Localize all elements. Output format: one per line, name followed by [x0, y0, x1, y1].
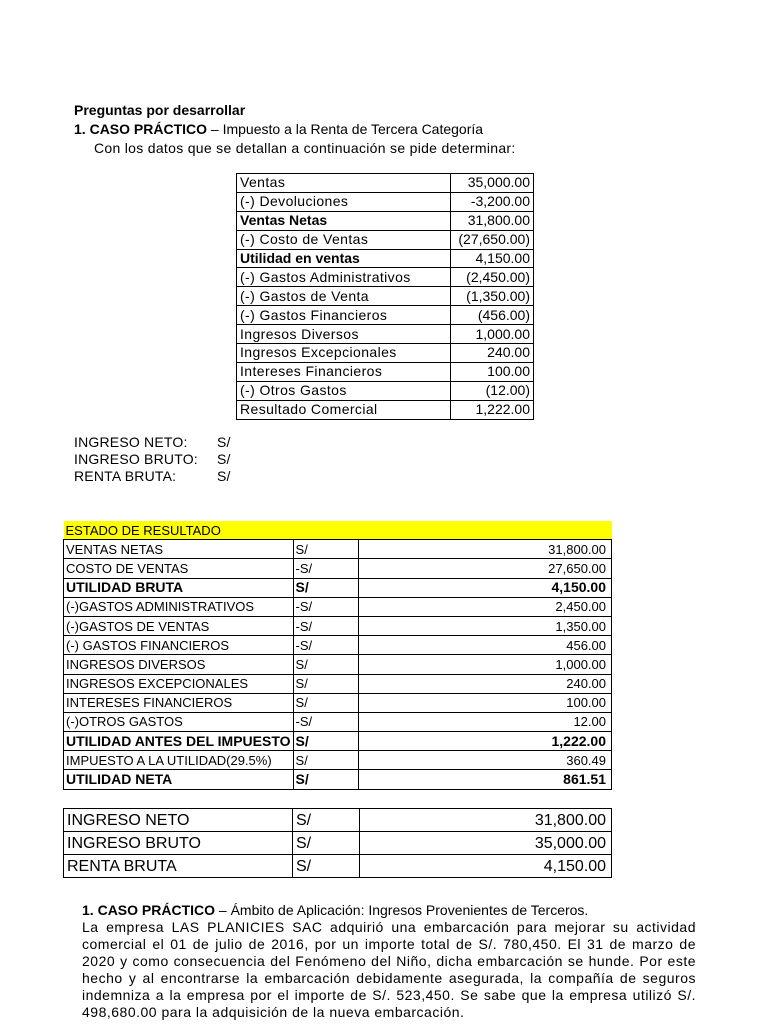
data-row-label: Intereses Financieros	[237, 362, 451, 381]
estado-row-currency: -S/	[293, 559, 358, 578]
estado-row-label: UTILIDAD ANTES DEL IMPUESTO	[64, 732, 294, 751]
data-row	[237, 211, 534, 230]
question-label: INGRESO NETO:	[74, 434, 188, 450]
data-row-label: (-) Gastos Financieros	[237, 306, 451, 325]
data-table	[236, 173, 534, 420]
estado-row-value: 4,150.00	[358, 578, 611, 597]
estado-row-label: UTILIDAD NETA	[64, 770, 294, 789]
estado-row-label: INGRESOS DIVERSOS	[64, 655, 294, 674]
estado-row-currency: S/	[293, 770, 358, 789]
estado-row-currency: S/	[293, 751, 358, 770]
data-row-value: (1,350.00)	[451, 287, 534, 306]
data-row	[237, 174, 534, 193]
question-label: RENTA BRUTA:	[74, 468, 177, 484]
estado-row-label: INGRESOS EXCEPCIONALES	[64, 674, 294, 693]
question-line	[74, 468, 231, 484]
data-row-value: 1,000.00	[451, 325, 534, 344]
estado-row-value: 861.51	[358, 770, 611, 789]
estado-row-currency: S/	[293, 540, 358, 559]
data-row-value: 100.00	[451, 362, 534, 381]
estado-row-currency: S/	[293, 693, 358, 712]
page-heading: Preguntas por desarrollar	[74, 102, 246, 118]
data-row	[237, 400, 534, 419]
data-row	[237, 192, 534, 211]
estado-row-value: 12.00	[358, 712, 611, 731]
estado-row	[64, 655, 612, 674]
estado-row-currency: S/	[293, 674, 358, 693]
estado-row-currency: -S/	[293, 597, 358, 616]
question-currency: S/	[217, 468, 231, 484]
answer-value: 4,150.00	[360, 855, 612, 878]
question-label: INGRESO BRUTO:	[74, 451, 198, 467]
case2-title-line	[82, 902, 696, 919]
estado-row	[64, 636, 612, 655]
estado-row-label: VENTAS NETAS	[64, 540, 294, 559]
estado-row	[64, 540, 612, 559]
case2-paragraph	[82, 902, 696, 1021]
data-row-value: 1,222.00	[451, 400, 534, 419]
answer-label: INGRESO BRUTO	[64, 832, 293, 855]
answer-value: 31,800.00	[360, 809, 612, 832]
data-row-value: 31,800.00	[451, 211, 534, 230]
answer-row	[64, 809, 612, 832]
case-label: CASO PRÁCTICO	[89, 121, 208, 137]
estado-de-resultado-table	[63, 521, 612, 790]
case2-number: 1.	[82, 902, 94, 918]
estado-row	[64, 732, 612, 751]
estado-row-label: INTERESES FINANCIEROS	[64, 693, 294, 712]
case-title: – Impuesto a la Renta de Tercera Categoría	[210, 121, 484, 137]
answer-row	[64, 832, 612, 855]
case2-label: CASO PRÁCTICO	[97, 902, 216, 918]
data-row-label: (-) Otros Gastos	[237, 381, 451, 400]
estado-row-value: 27,650.00	[358, 559, 611, 578]
data-row	[237, 287, 534, 306]
estado-row-currency: S/	[293, 655, 358, 674]
estado-row-label: (-)GASTOS ADMINISTRATIVOS	[64, 597, 294, 616]
estado-row-value: 240.00	[358, 674, 611, 693]
case2-title: – Ámbito de Aplicación: Ingresos Provenientes de Terceros.	[218, 902, 589, 918]
data-row-value: (27,650.00)	[451, 230, 534, 249]
estado-row-value: 1,000.00	[358, 655, 611, 674]
estado-row-label: (-)GASTOS DE VENTAS	[64, 616, 294, 635]
estado-row	[64, 559, 612, 578]
data-row-label: Ingresos Diversos	[237, 325, 451, 344]
estado-row	[64, 616, 612, 635]
question-currency: S/	[217, 434, 231, 450]
answer-value: 35,000.00	[360, 832, 612, 855]
data-row-label: Ingresos Excepcionales	[237, 344, 451, 363]
answer-currency: S/	[293, 832, 360, 855]
estado-row-label: (-) GASTOS FINANCIEROS	[64, 636, 294, 655]
estado-row-currency: S/	[293, 732, 358, 751]
case-title-line	[74, 121, 483, 137]
estado-row-currency: -S/	[293, 616, 358, 635]
estado-row-label: IMPUESTO A LA UTILIDAD(29.5%)	[64, 751, 294, 770]
data-row	[237, 381, 534, 400]
estado-row	[64, 712, 612, 731]
answer-label: RENTA BRUTA	[64, 855, 293, 878]
estado-row-currency: -S/	[293, 636, 358, 655]
estado-row-currency: -S/	[293, 712, 358, 731]
answer-row	[64, 855, 612, 878]
answer-currency: S/	[293, 809, 360, 832]
question-line	[74, 451, 231, 467]
estado-row-value: 31,800.00	[358, 540, 611, 559]
estado-row	[64, 693, 612, 712]
answer-currency: S/	[293, 855, 360, 878]
data-row-value: 240.00	[451, 344, 534, 363]
estado-row	[64, 597, 612, 616]
data-row	[237, 268, 534, 287]
estado-row-value: 360.49	[358, 751, 611, 770]
estado-title-row	[64, 521, 612, 540]
estado-row-value: 1,350.00	[358, 616, 611, 635]
case2-body: La empresa LAS PLANICIES SAC adquirió una embarcación para mejorar su actividad comercial el 01 de julio de 2016, por un importe total de S/. 780,450. El 31 de marzo de 2020 y como consecuencia del Fenómeno del Niño, dicha embarcación se hunde. Por este hecho y al encontrarse la embarcación debidamente asegurada, la compañía de seguros indemniza a la empresa por el importe de S/. 523,450. Se sabe que la empresa utilizó S/. 498,680.00 para la adquisición de la nueva embarcación.	[82, 919, 696, 1020]
instruction-text: Con los datos que se detallan a continuación se pide determinar:	[94, 140, 516, 156]
answer-label: INGRESO NETO	[64, 809, 293, 832]
data-row-label: Ventas	[237, 174, 451, 193]
estado-row-label: COSTO DE VENTAS	[64, 559, 294, 578]
question-line	[74, 434, 231, 450]
data-row-label: Resultado Comercial	[237, 400, 451, 419]
estado-row-currency: S/	[293, 578, 358, 597]
answers-table	[63, 808, 612, 878]
estado-row-label: UTILIDAD BRUTA	[64, 578, 294, 597]
data-row-label: (-) Costo de Ventas	[237, 230, 451, 249]
data-row-label: (-) Gastos Administrativos	[237, 268, 451, 287]
data-row-label: Ventas Netas	[237, 211, 451, 230]
data-row-value: (456.00)	[451, 306, 534, 325]
question-currency: S/	[217, 451, 231, 467]
estado-title: ESTADO DE RESULTADO	[64, 521, 612, 540]
estado-row	[64, 578, 612, 597]
data-row-label: (-) Gastos de Venta	[237, 287, 451, 306]
data-row-value: (12.00)	[451, 381, 534, 400]
data-row-value: 35,000.00	[451, 174, 534, 193]
estado-row	[64, 674, 612, 693]
data-row	[237, 306, 534, 325]
estado-row-value: 2,450.00	[358, 597, 611, 616]
data-row-value: (2,450.00)	[451, 268, 534, 287]
estado-row-label: (-)OTROS GASTOS	[64, 712, 294, 731]
data-row	[237, 344, 534, 363]
data-row-value: -3,200.00	[451, 192, 534, 211]
data-row	[237, 325, 534, 344]
estado-row	[64, 751, 612, 770]
estado-row	[64, 770, 612, 789]
estado-row-value: 100.00	[358, 693, 611, 712]
case-number: 1.	[74, 121, 86, 137]
data-row-value: 4,150.00	[451, 249, 534, 268]
estado-row-value: 456.00	[358, 636, 611, 655]
data-row-label: Utilidad en ventas	[237, 249, 451, 268]
data-row-label: (-) Devoluciones	[237, 192, 451, 211]
data-row	[237, 230, 534, 249]
estado-row-value: 1,222.00	[358, 732, 611, 751]
data-row	[237, 249, 534, 268]
data-row	[237, 362, 534, 381]
